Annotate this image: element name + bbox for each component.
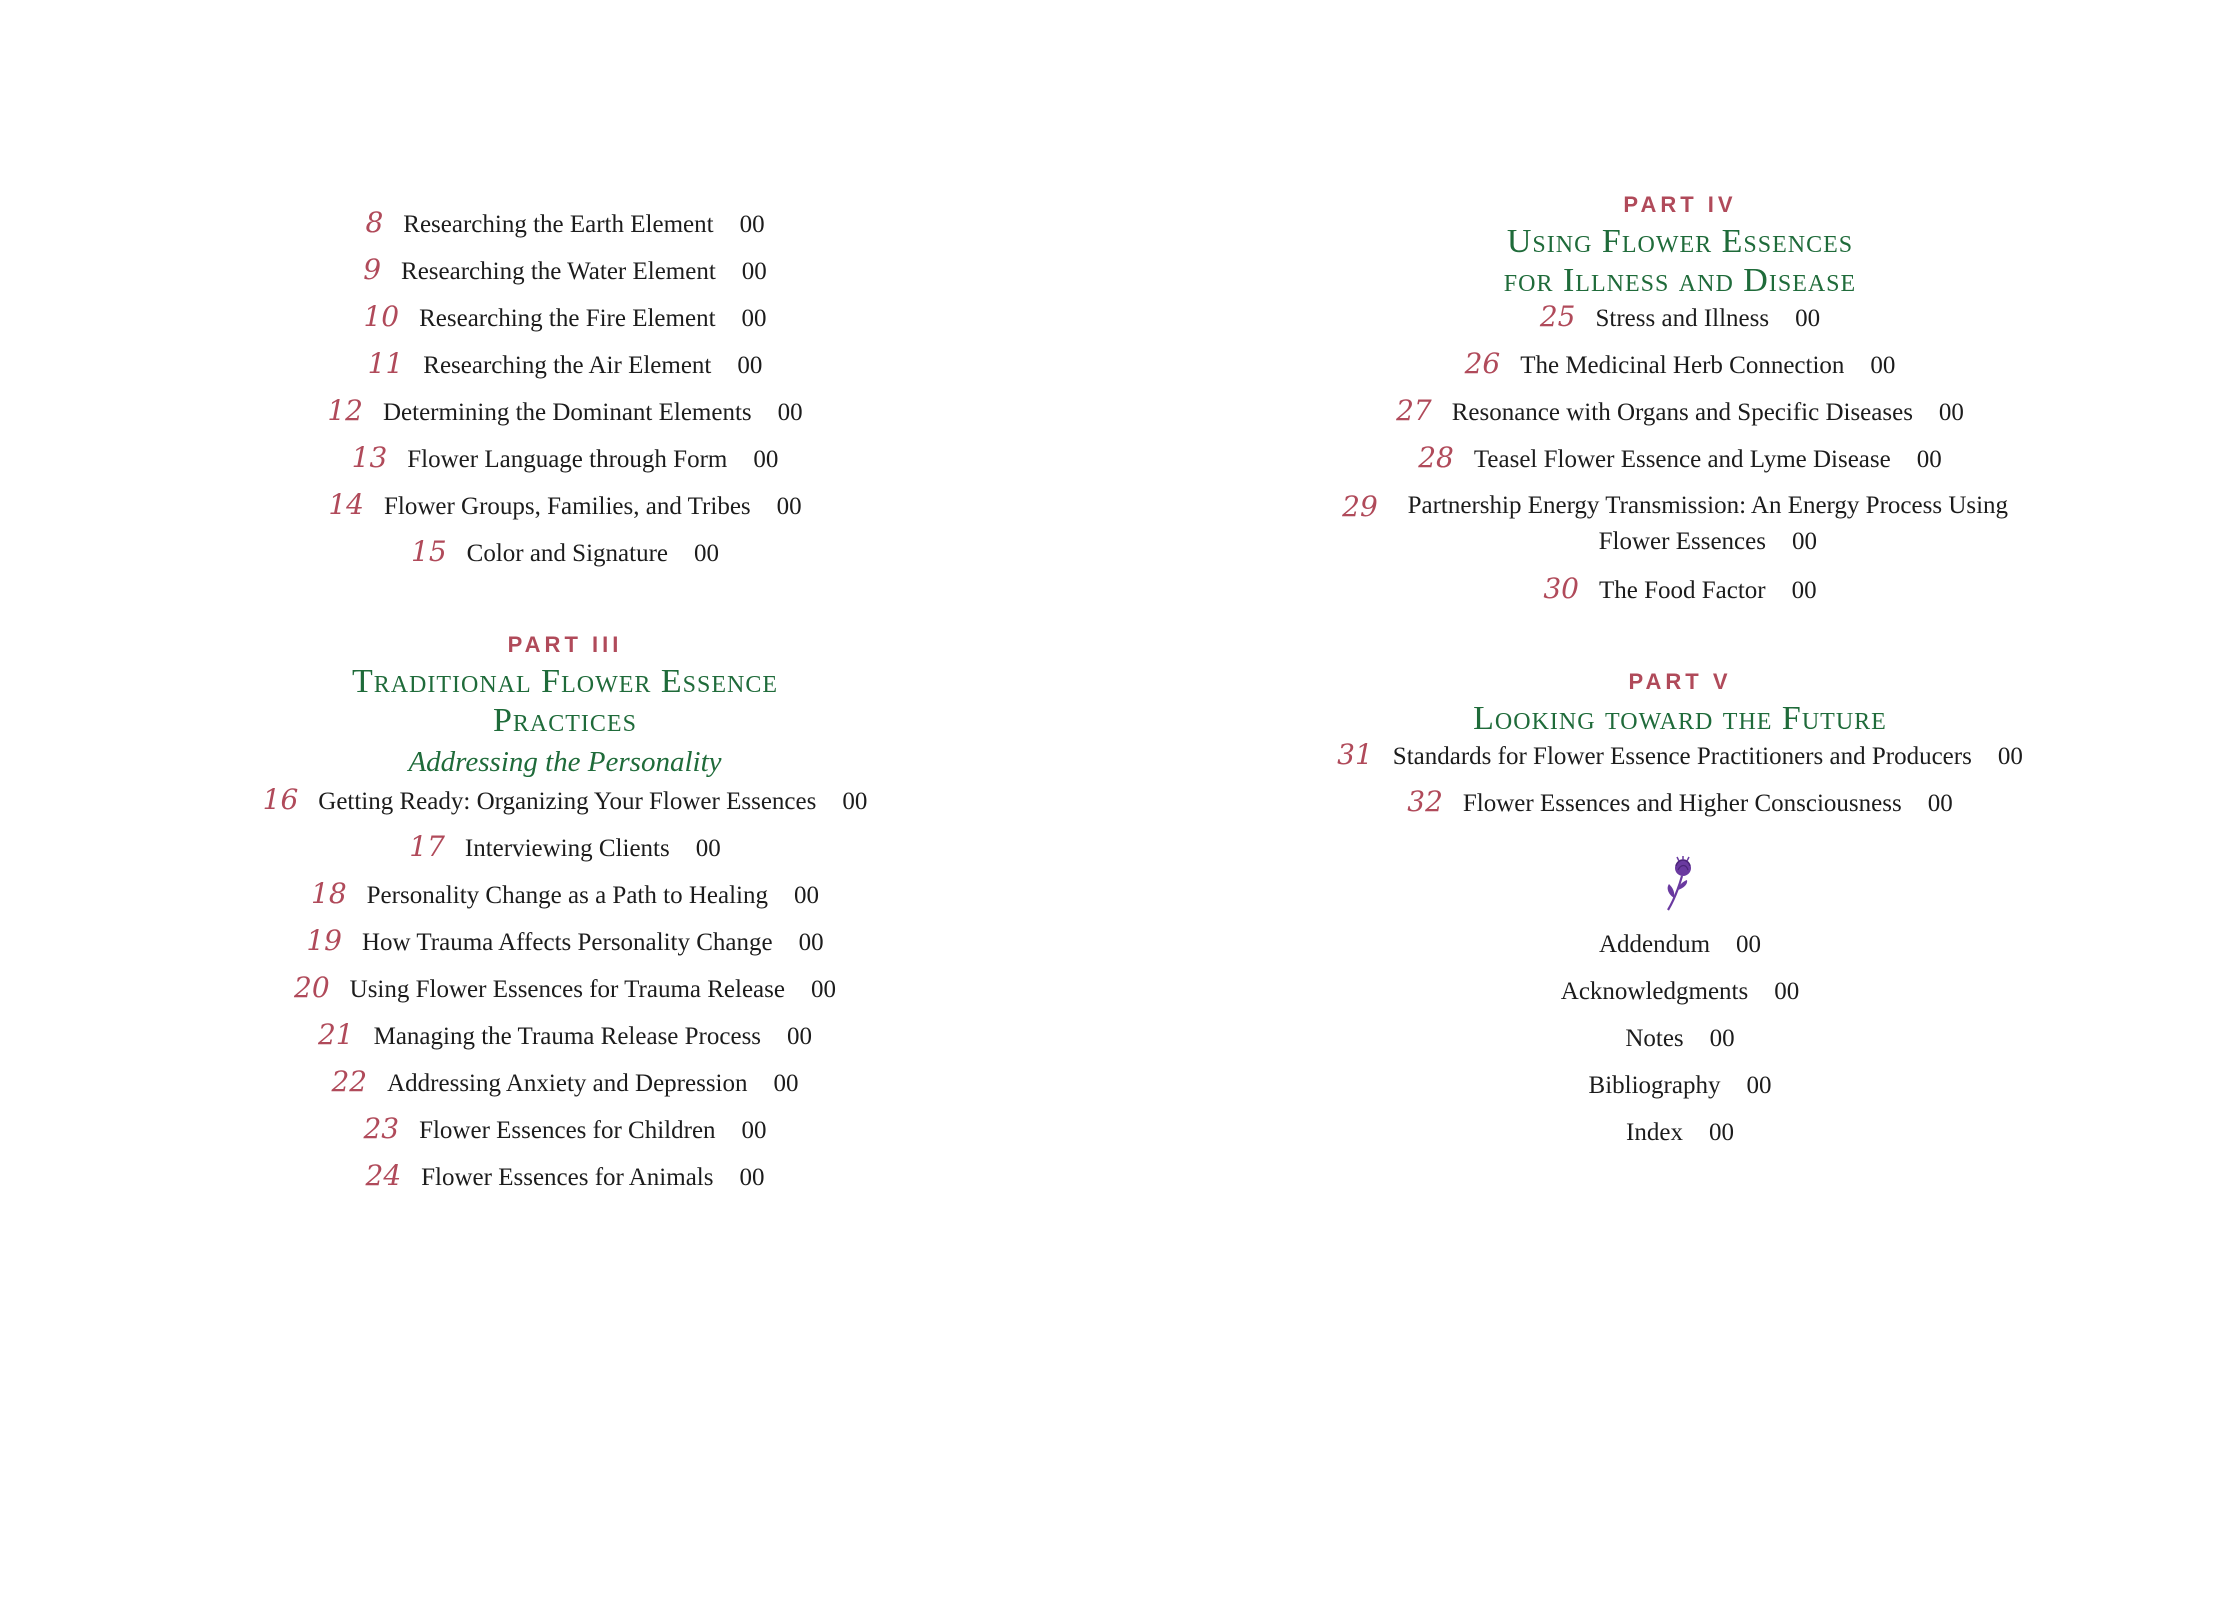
page-number: 00 bbox=[776, 493, 802, 520]
part-title-line-2: Practices bbox=[493, 702, 637, 739]
chapter-title-line-1: Partnership Energy Transmission: An Energy Process Using bbox=[1407, 492, 2009, 519]
page-number: 00 bbox=[810, 976, 836, 1003]
back-matter-index bbox=[1626, 1119, 1734, 1166]
page-number: 00 bbox=[773, 1070, 799, 1097]
page-number: 00 bbox=[741, 305, 767, 332]
toc-entry-29 bbox=[1342, 488, 2018, 572]
chapter-number: 24 bbox=[365, 1159, 402, 1192]
toc-entry-16 bbox=[263, 783, 868, 830]
back-matter-acknowledgments bbox=[1561, 978, 1799, 1025]
toc-entry-20 bbox=[294, 971, 836, 1018]
toc-entry-31 bbox=[1337, 738, 2023, 785]
page-number: 00 bbox=[777, 399, 803, 426]
chapter-title: Flower Essences for Children bbox=[419, 1117, 716, 1144]
toc-entry-9 bbox=[363, 253, 767, 300]
chapter-title: Resonance with Organs and Specific Diseases bbox=[1451, 399, 1913, 426]
page-number: 00 bbox=[694, 540, 719, 567]
chapter-number: 31 bbox=[1337, 738, 1373, 771]
toc-entry-10 bbox=[363, 300, 766, 347]
chapter-number: 12 bbox=[327, 394, 363, 427]
part-title-line-1: Looking toward the Future bbox=[1473, 700, 1887, 737]
chapter-number: 18 bbox=[311, 877, 347, 910]
chapter-title: Addressing Anxiety and Depression bbox=[387, 1070, 748, 1097]
back-matter-title: Index bbox=[1626, 1119, 1683, 1146]
chapter-title: Personality Change as a Path to Healing bbox=[366, 882, 768, 909]
chapter-title: Flower Essences and Higher Consciousness bbox=[1462, 790, 1902, 817]
chapter-title: Stress and Illness bbox=[1595, 305, 1770, 332]
chapter-title-line-2: Flower Essences bbox=[1598, 528, 1766, 555]
page-number: 00 bbox=[1736, 931, 1762, 958]
toc-entry-24 bbox=[366, 1159, 765, 1206]
chapter-number: 10 bbox=[363, 300, 400, 333]
part-title bbox=[352, 662, 778, 740]
page-number: 00 bbox=[793, 882, 819, 909]
chapter-title: Getting Ready: Organizing Your Flower Essences bbox=[318, 788, 817, 815]
chapter-number: 26 bbox=[1464, 347, 1501, 380]
back-matter-notes bbox=[1625, 1025, 1734, 1072]
chapter-title: Researching the Earth Element bbox=[403, 211, 714, 238]
chapter-number: 28 bbox=[1418, 441, 1454, 474]
toc-entry-22 bbox=[331, 1065, 798, 1112]
chapter-number: 29 bbox=[1342, 490, 1378, 523]
right-page bbox=[1120, 0, 2240, 1592]
chapter-number: 19 bbox=[306, 924, 342, 957]
page-number: 00 bbox=[741, 1117, 767, 1144]
toc-entry-19 bbox=[306, 924, 823, 971]
page-number: 00 bbox=[1791, 577, 1817, 604]
page-number: 00 bbox=[1709, 1025, 1735, 1052]
page-number: 00 bbox=[842, 788, 868, 815]
toc-entry-21 bbox=[318, 1018, 812, 1065]
part-title-line-1: Using Flower Essences bbox=[1506, 223, 1854, 260]
page-number: 00 bbox=[1927, 790, 1953, 817]
part-title-line-2: for Illness and Disease bbox=[1503, 262, 1857, 299]
chapter-number: 23 bbox=[363, 1112, 400, 1145]
page-number: 00 bbox=[737, 352, 763, 379]
toc-entry-25 bbox=[1540, 300, 1820, 347]
toc-entry-27 bbox=[1396, 394, 1964, 441]
part-label: PART V bbox=[1628, 669, 1732, 694]
part-3-section bbox=[263, 632, 868, 1206]
chapter-title: The Medicinal Herb Connection bbox=[1520, 352, 1845, 379]
chapter-title: Flower Groups, Families, and Tribes bbox=[383, 493, 751, 520]
back-matter-addendum bbox=[1599, 931, 1761, 978]
part-subtitle: Addressing the Personality bbox=[408, 746, 722, 778]
chapter-title: Researching the Water Element bbox=[401, 258, 716, 285]
chapter-number: 17 bbox=[409, 830, 445, 863]
page-number: 00 bbox=[753, 446, 779, 473]
page-number: 00 bbox=[1870, 352, 1896, 379]
toc-entry-17 bbox=[409, 830, 720, 877]
part-title bbox=[1504, 222, 1856, 300]
part-label: PART IV bbox=[1623, 192, 1737, 217]
page-number: 00 bbox=[798, 929, 824, 956]
toc-entry-8 bbox=[365, 206, 764, 253]
back-matter-title: Acknowledgments bbox=[1560, 978, 1749, 1005]
back-matter-title: Addendum bbox=[1598, 931, 1711, 958]
chapter-number: 25 bbox=[1539, 300, 1576, 333]
toc-entry-13 bbox=[352, 441, 779, 488]
chapter-number: 14 bbox=[328, 488, 364, 521]
page-number: 00 bbox=[695, 835, 721, 862]
chapter-title: Using Flower Essences for Trauma Release bbox=[349, 976, 785, 1003]
toc-entry-26 bbox=[1465, 347, 1896, 394]
part-5-section bbox=[1337, 669, 2023, 832]
back-matter-title: Notes bbox=[1625, 1025, 1684, 1052]
chapter-title: How Trauma Affects Personality Change bbox=[362, 929, 773, 956]
toc-entry-14 bbox=[328, 488, 801, 535]
chapter-title: Interviewing Clients bbox=[464, 835, 670, 862]
chapter-number: 21 bbox=[317, 1018, 354, 1051]
page-number: 00 bbox=[1708, 1119, 1734, 1146]
chapter-title: The Food Factor bbox=[1598, 577, 1766, 604]
toc-entry-15 bbox=[411, 535, 719, 582]
chapter-title: Color and Signature bbox=[466, 540, 668, 567]
chapter-number: 15 bbox=[411, 535, 447, 568]
chapter-number: 22 bbox=[331, 1065, 368, 1098]
chapter-number: 16 bbox=[262, 783, 299, 816]
chapter-title: Determining the Dominant Elements bbox=[382, 399, 752, 426]
part-label: PART III bbox=[507, 632, 623, 657]
chapter-number: 20 bbox=[294, 971, 330, 1004]
chapter-number: 11 bbox=[367, 347, 404, 380]
page-number: 00 bbox=[1795, 305, 1821, 332]
toc-entry-11 bbox=[368, 347, 763, 394]
chapter-title: Flower Language through Form bbox=[407, 446, 728, 473]
chapter-number: 27 bbox=[1396, 394, 1432, 427]
chapter-number: 32 bbox=[1407, 785, 1443, 818]
chapter-number: 13 bbox=[351, 441, 388, 474]
page-number: 00 bbox=[739, 211, 765, 238]
page-number: 00 bbox=[1938, 399, 1964, 426]
chapter-title: Standards for Flower Essence Practitioners and Producers bbox=[1392, 743, 1972, 770]
chapter-title: Managing the Trauma Release Process bbox=[373, 1023, 762, 1050]
page-number: 00 bbox=[1791, 528, 1817, 555]
part-title bbox=[1473, 699, 1887, 738]
page-number: 00 bbox=[1916, 446, 1942, 473]
toc-entry-28 bbox=[1418, 441, 1942, 488]
chapter-number: 30 bbox=[1543, 572, 1579, 605]
chapter-title: Flower Essences for Animals bbox=[421, 1164, 714, 1191]
chapter-number: 8 bbox=[365, 206, 384, 239]
page-number: 00 bbox=[741, 258, 767, 285]
chapter-title: Researching the Fire Element bbox=[419, 305, 716, 332]
toc-entry-30 bbox=[1543, 572, 1816, 619]
chapter-number: 9 bbox=[363, 253, 382, 286]
chapter-title: Researching the Air Element bbox=[423, 352, 712, 379]
back-matter-bibliography bbox=[1589, 1072, 1772, 1119]
page-number: 00 bbox=[1774, 978, 1800, 1005]
chapter-title: Teasel Flower Essence and Lyme Disease bbox=[1473, 446, 1891, 473]
page-number: 00 bbox=[739, 1164, 765, 1191]
page-number: 00 bbox=[1997, 743, 2023, 770]
page-number: 00 bbox=[787, 1023, 813, 1050]
toc-entry-12 bbox=[327, 394, 802, 441]
toc-entry-18 bbox=[311, 877, 819, 924]
page-number: 00 bbox=[1746, 1072, 1772, 1099]
flower-ornament-icon bbox=[1660, 854, 1700, 917]
chapter-title bbox=[1398, 488, 2018, 560]
toc-entry-32 bbox=[1407, 785, 1952, 832]
toc-entry-23 bbox=[363, 1112, 766, 1159]
part-4-section bbox=[1342, 192, 2018, 619]
back-matter-title: Bibliography bbox=[1588, 1072, 1721, 1099]
part-title-line-1: Traditional Flower Essence bbox=[351, 663, 779, 700]
